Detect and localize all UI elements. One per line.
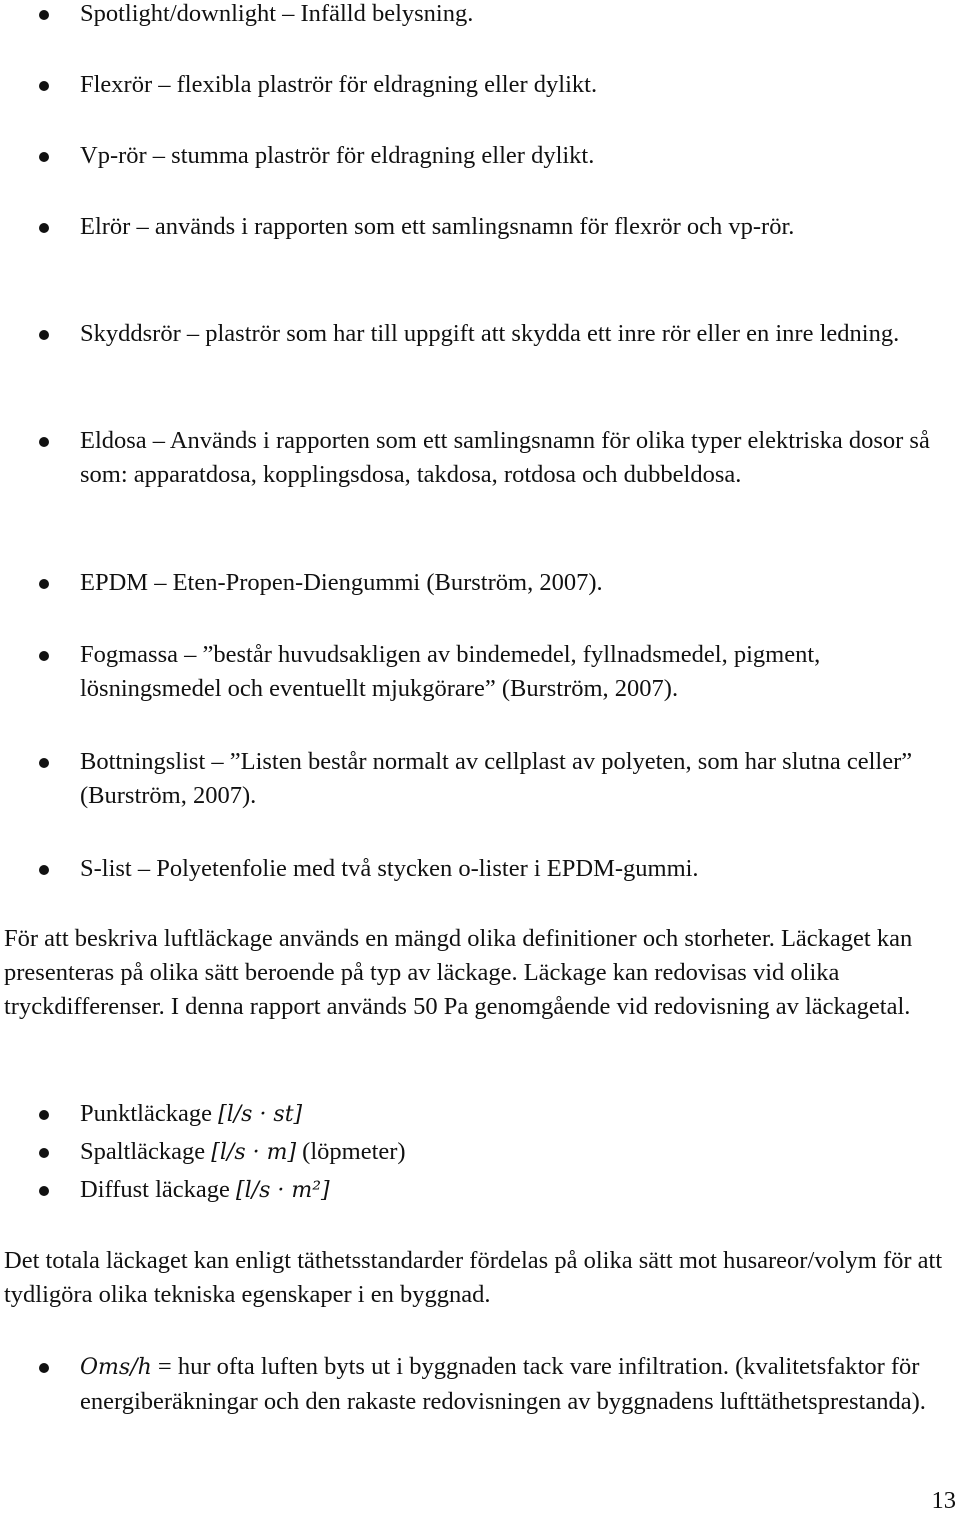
item-label: Spaltläckage: [80, 1138, 206, 1165]
bullet-icon: [39, 651, 49, 661]
page-number: 13: [931, 1487, 956, 1514]
oms-h-description: = hur ofta luften byts ut i byggnaden tack vare infiltration. (kvalitetsfaktor för energiberäkningar och den rakaste redovisningen av byggnadens lufttäthetsprestanda).: [80, 1353, 926, 1415]
unit-formula: [l/s · m²]: [236, 1178, 330, 1203]
bullet-icon: [39, 1148, 49, 1158]
item-label: Diffust läckage: [80, 1176, 230, 1203]
item-label: Punktläckage: [80, 1100, 212, 1127]
oms-h-symbol: Oms/h: [80, 1355, 152, 1380]
item-suffix: (löpmeter): [296, 1138, 406, 1165]
list-item-eldosa: Eldosa – Används i rapporten som ett samlingsnamn för olika typer elektriska dosor så som: apparatdosa, kopplingsdosa, takdosa, rotdosa och dubbeldosa.: [80, 427, 930, 488]
list-item-punktlackage: [80, 1097, 950, 1132]
bullet-icon: [39, 330, 49, 340]
bullet-icon: [39, 152, 49, 162]
bullet-icon: [39, 437, 49, 447]
unit-formula: [l/s · m]: [211, 1140, 297, 1165]
list-item-epdm: EPDM – Eten-Propen-Diengummi (Burström, 2007).: [80, 569, 603, 596]
bullet-icon: [39, 10, 49, 20]
list-item-elror: Elrör – används i rapporten som ett samlingsnamn för flexrör och vp-rör.: [80, 213, 795, 240]
list-item-oms-h: [80, 1350, 950, 1419]
list-item-flexror: Flexrör – flexibla plaströr för eldragning eller dylikt.: [80, 71, 598, 98]
bullet-icon: [39, 81, 49, 91]
list-item-spotlight: Spotlight/downlight – Infälld belysning.: [80, 0, 474, 27]
list-item-skyddsror: Skyddsrör – plaströr som har till uppgift att skydda ett inre rör eller en inre ledning.: [80, 320, 900, 347]
paragraph-total-leakage: Det totala läckaget kan enligt täthetsstandarder fördelas på olika sätt mot husareor/volym för att tydligöra olika tekniska egenskaper i en byggnad.: [4, 1247, 943, 1308]
list-item-vp-ror: Vp-rör – stumma plaströr för eldragning eller dylikt.: [80, 142, 595, 169]
bullet-icon: [39, 865, 49, 875]
list-item-fogmassa: Fogmassa – ”består huvudsakligen av bindemedel, fyllnadsmedel, pigment, lösningsmedel och eventuellt mjukgörare” (Burström, 2007).: [80, 641, 821, 702]
bullet-icon: [39, 1186, 49, 1196]
bullet-icon: [39, 758, 49, 768]
bullet-icon: [39, 223, 49, 233]
paragraph-air-leakage: För att beskriva luftläckage används en mängd olika definitioner och storheter. Läckaget kan presenteras på olika sätt beroende på typ av läckage. Läckage kan redovisas vid olika tryckdifferenser. I denna rapport används 50 Pa genomgående vid redovisning av läckagetal.: [4, 925, 913, 1020]
bullet-icon: [39, 579, 49, 589]
bullet-icon: [39, 1110, 49, 1120]
bullet-icon: [39, 1363, 49, 1373]
list-item-spaltlackage: [80, 1135, 950, 1170]
list-item-diffust-lackage: [80, 1173, 950, 1208]
list-item-bottningslist: Bottningslist – ”Listen består normalt av cellplast av polyeten, som har slutna celler” (Burström, 2007).: [80, 748, 913, 809]
list-item-s-list: S-list – Polyetenfolie med två stycken o-lister i EPDM-gummi.: [80, 855, 699, 882]
unit-formula: [l/s · st]: [218, 1102, 303, 1127]
